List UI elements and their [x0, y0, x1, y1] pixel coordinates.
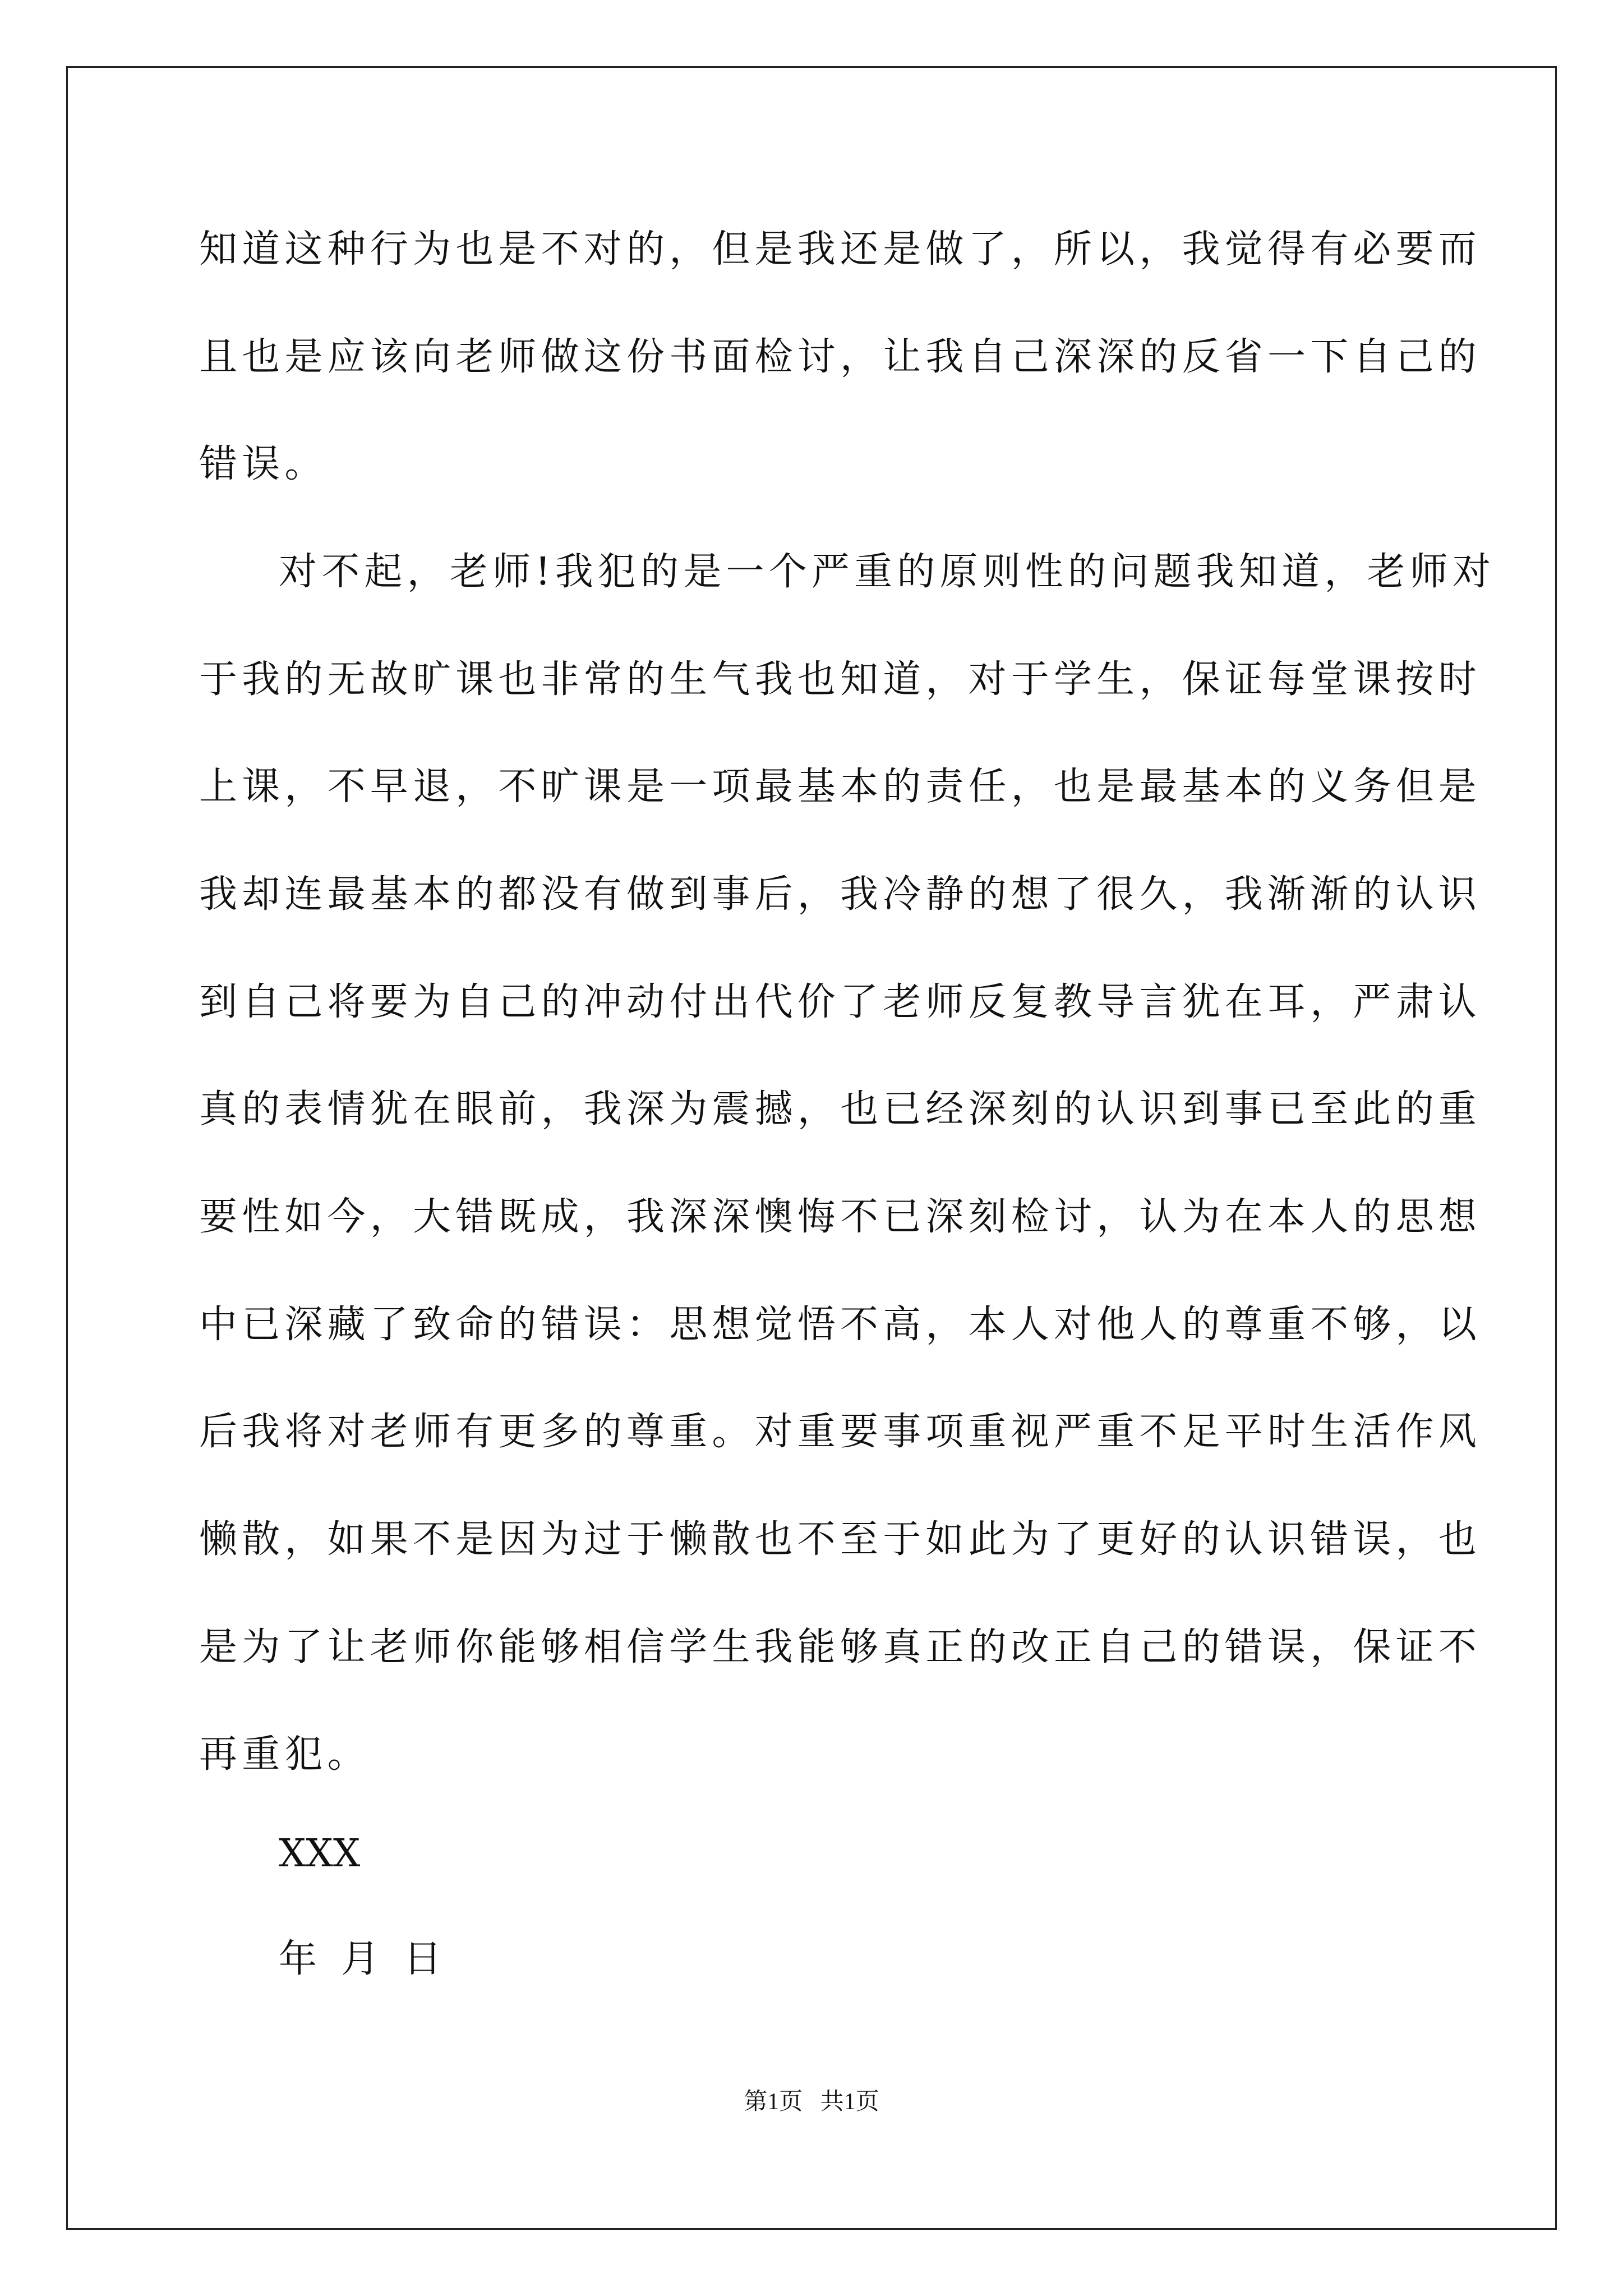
body-line-3: 错误。 [199, 442, 328, 486]
body-line-4: 对不起，老师!我犯的是一个严重的原则性的问题我知道，老师对 [279, 550, 1496, 594]
body-line-6: 上课，不早退，不旷课是一项最基本的责任，也是最基本的义务但是 [199, 765, 1482, 809]
body-line-14: 是为了让老师你能够相信学生我能够真正的改正自己的错误，保证不 [199, 1625, 1482, 1669]
page-border [66, 66, 1557, 2230]
body-line-12: 后我将对老师有更多的尊重。对重要事项重视严重不足平时生活作风 [199, 1410, 1482, 1454]
body-line-7: 我却连最基本的都没有做到事后，我冷静的想了很久，我渐渐的认识 [199, 872, 1482, 917]
body-line-5: 于我的无故旷课也非常的生气我也知道，对于学生，保证每堂课按时 [199, 657, 1482, 702]
date-line: 年 月 日 [279, 1937, 442, 1981]
body-line-13: 懒散，如果不是因为过于懒散也不至于如此为了更好的认识错误，也 [199, 1517, 1482, 1562]
body-line-11: 中已深藏了致命的错误：思想觉悟不高，本人对他人的尊重不够，以 [199, 1303, 1482, 1347]
signature: XXX [279, 1832, 361, 1876]
body-line-1: 知道这种行为也是不对的，但是我还是做了，所以，我觉得有必要而 [199, 227, 1482, 272]
body-line-9: 真的表情犹在眼前，我深为震撼，也已经深刻的认识到事已至此的重 [199, 1087, 1482, 1131]
body-line-2: 且也是应该向老师做这份书面检讨，让我自己深深的反省一下自己的 [199, 335, 1482, 379]
body-line-10: 要性如今，大错既成，我深深懊悔不已深刻检讨，认为在本人的思想 [199, 1195, 1482, 1239]
body-line-15: 再重犯。 [199, 1732, 370, 1777]
page-footer: 第1页 共1页 [744, 2089, 879, 2115]
body-line-8: 到自己将要为自己的冲动付出代价了老师反复教导言犹在耳，严肃认 [199, 980, 1482, 1024]
